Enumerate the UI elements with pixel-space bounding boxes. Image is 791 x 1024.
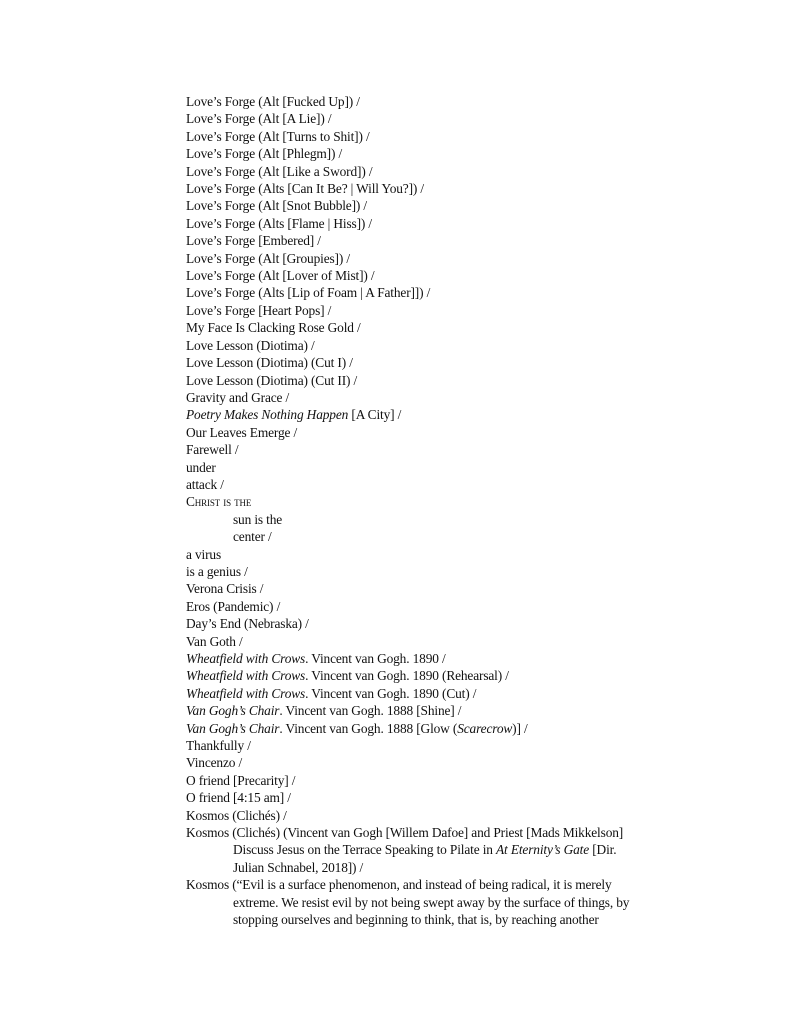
entry-text: [Dir. xyxy=(589,842,617,858)
contents-entry xyxy=(186,650,706,667)
contents-entry xyxy=(186,284,706,301)
contents-entry xyxy=(186,197,706,214)
contents-entry xyxy=(186,772,706,789)
contents-entry xyxy=(186,876,706,893)
contents-entry xyxy=(186,180,706,197)
entry-text: Gravity and Grace / xyxy=(186,389,290,405)
entry-text: . Vincent van Gogh. 1890 / xyxy=(305,651,446,666)
entry-text: Kosmos (“Evil is a surface phenomenon, and instead of being radical, it is merely xyxy=(186,877,612,893)
entry-text: O friend [4:15 am] / xyxy=(186,790,291,806)
entry-text: Kosmos (Clichés) (Vincent van Gogh [Willem Dafoe] and Priest [Mads Mikkelson] xyxy=(186,825,624,841)
contents-entry xyxy=(186,372,706,389)
contents-entry xyxy=(186,789,706,806)
entry-text: Love’s Forge (Alt [Groupies]) / xyxy=(186,250,350,266)
contents-entry xyxy=(186,754,706,771)
contents-entry xyxy=(186,110,706,127)
entry-text: O friend [Precarity] / xyxy=(186,772,296,788)
contents-entry xyxy=(186,406,706,423)
entry-text: Farewell / xyxy=(186,442,239,458)
entry-italic-title: Scarecrow xyxy=(457,720,513,736)
entry-text: . Vincent van Gogh. 1890 (Cut) / xyxy=(305,685,477,701)
contents-entry xyxy=(186,267,706,284)
contents-entry xyxy=(186,145,706,162)
entry-text: Love’s Forge (Alts [Lip of Foam | A Father]]) / xyxy=(186,285,431,301)
entry-italic-title: Wheatfield with Crows xyxy=(186,668,306,684)
entry-text: Love’s Forge (Alts [Flame | Hiss]) / xyxy=(186,215,372,231)
entry-text: Discuss Jesus on the Terrace Speaking to Pilate in xyxy=(233,842,497,858)
entry-text: Thankfully / xyxy=(186,738,251,754)
entry-text: Love Lesson (Diotima) (Cut I) / xyxy=(186,355,353,371)
contents-entry xyxy=(186,563,706,580)
entry-italic-title: Poetry Makes Nothing Happen xyxy=(186,407,349,423)
entry-text: Christ is the xyxy=(186,494,252,510)
entry-text: Love’s Forge (Alt [Lover of Mist]) / xyxy=(186,268,375,284)
contents-entry xyxy=(186,250,706,267)
entry-text: Love Lesson (Diotima) (Cut II) / xyxy=(186,372,358,388)
contents-entry xyxy=(186,337,706,354)
contents-entry xyxy=(186,319,706,336)
contents-entry xyxy=(186,424,706,441)
contents-entry xyxy=(186,911,706,928)
entry-text: Love’s Forge (Alt [Phlegm]) / xyxy=(186,146,343,162)
entry-text: . Vincent van Gogh. 1888 [Glow ( xyxy=(279,720,458,736)
entry-text: a virus xyxy=(186,546,222,562)
entry-text: is a genius / xyxy=(186,563,248,579)
contents-entry xyxy=(186,737,706,754)
entry-italic-title: At Eternity’s Gate xyxy=(496,842,590,858)
entry-text: Julian Schnabel, 2018]) / xyxy=(233,859,364,875)
contents-entry xyxy=(186,163,706,180)
entry-text: Love’s Forge (Alt [A Lie]) / xyxy=(186,111,332,127)
contents-entry xyxy=(186,841,706,858)
contents-list xyxy=(186,93,706,929)
entry-text: Love’s Forge [Heart Pops] / xyxy=(186,302,332,318)
entry-text: under xyxy=(186,459,216,475)
contents-entry xyxy=(186,824,706,841)
entry-text: center / xyxy=(233,529,272,545)
entry-italic-title: Wheatfield with Crows xyxy=(186,651,306,666)
entry-text: Our Leaves Emerge / xyxy=(186,424,298,440)
contents-entry xyxy=(186,493,706,510)
entry-text: Love’s Forge (Alt [Turns to Shit]) / xyxy=(186,128,370,144)
entry-text: Love’s Forge (Alt [Snot Bubble]) / xyxy=(186,198,367,214)
entry-text: extreme. We resist evil by not being swept away by the surface of things, by xyxy=(233,894,630,910)
entry-text: Love’s Forge (Alts [Can It Be? | Will You?]) / xyxy=(186,181,424,197)
contents-entry xyxy=(186,685,706,702)
contents-entry xyxy=(186,302,706,319)
contents-entry xyxy=(186,546,706,563)
contents-entry xyxy=(186,859,706,876)
contents-entry xyxy=(186,511,706,528)
entry-text: . Vincent van Gogh. 1888 [Shine] / xyxy=(279,703,462,719)
entry-text: )] / xyxy=(512,720,528,736)
contents-entry xyxy=(186,894,706,911)
entry-text: Love Lesson (Diotima) / xyxy=(186,337,315,353)
contents-entry xyxy=(186,354,706,371)
entry-italic-title: Van Gogh’s Chair xyxy=(186,720,280,736)
contents-entry xyxy=(186,128,706,145)
contents-entry xyxy=(186,615,706,632)
entry-text: Van Goth / xyxy=(186,633,243,649)
contents-entry xyxy=(186,580,706,597)
entry-text: . Vincent van Gogh. 1890 (Rehearsal) / xyxy=(305,668,509,684)
entry-text: sun is the xyxy=(233,511,283,527)
entry-text: Verona Crisis / xyxy=(186,581,264,597)
entry-text: Vincenzo / xyxy=(186,755,243,771)
contents-entry xyxy=(186,215,706,232)
entry-text: Kosmos (Clichés) / xyxy=(186,807,287,823)
entry-italic-title: Wheatfield with Crows xyxy=(186,685,306,701)
contents-entry xyxy=(186,528,706,545)
contents-entry xyxy=(186,459,706,476)
contents-entry xyxy=(186,476,706,493)
contents-entry xyxy=(186,441,706,458)
entry-text: Love’s Forge (Alt [Fucked Up]) / xyxy=(186,94,360,109)
entry-text: Day’s End (Nebraska) / xyxy=(186,616,309,632)
entry-text: Eros (Pandemic) / xyxy=(186,598,281,614)
entry-text: My Face Is Clacking Rose Gold / xyxy=(186,320,361,336)
entry-text: stopping ourselves and beginning to think, that is, by reaching another xyxy=(233,912,599,928)
contents-entry xyxy=(186,667,706,684)
entry-text: Love’s Forge [Embered] / xyxy=(186,233,321,249)
contents-entry xyxy=(186,807,706,824)
contents-entry xyxy=(186,389,706,406)
contents-entry xyxy=(186,633,706,650)
entry-italic-title: Van Gogh’s Chair xyxy=(186,703,280,719)
contents-entry xyxy=(186,93,706,110)
contents-entry xyxy=(186,720,706,737)
contents-entry xyxy=(186,598,706,615)
entry-text: attack / xyxy=(186,476,224,492)
entry-text: [A City] / xyxy=(348,407,402,423)
contents-entry xyxy=(186,702,706,719)
contents-entry xyxy=(186,232,706,249)
entry-text: Love’s Forge (Alt [Like a Sword]) / xyxy=(186,163,373,179)
